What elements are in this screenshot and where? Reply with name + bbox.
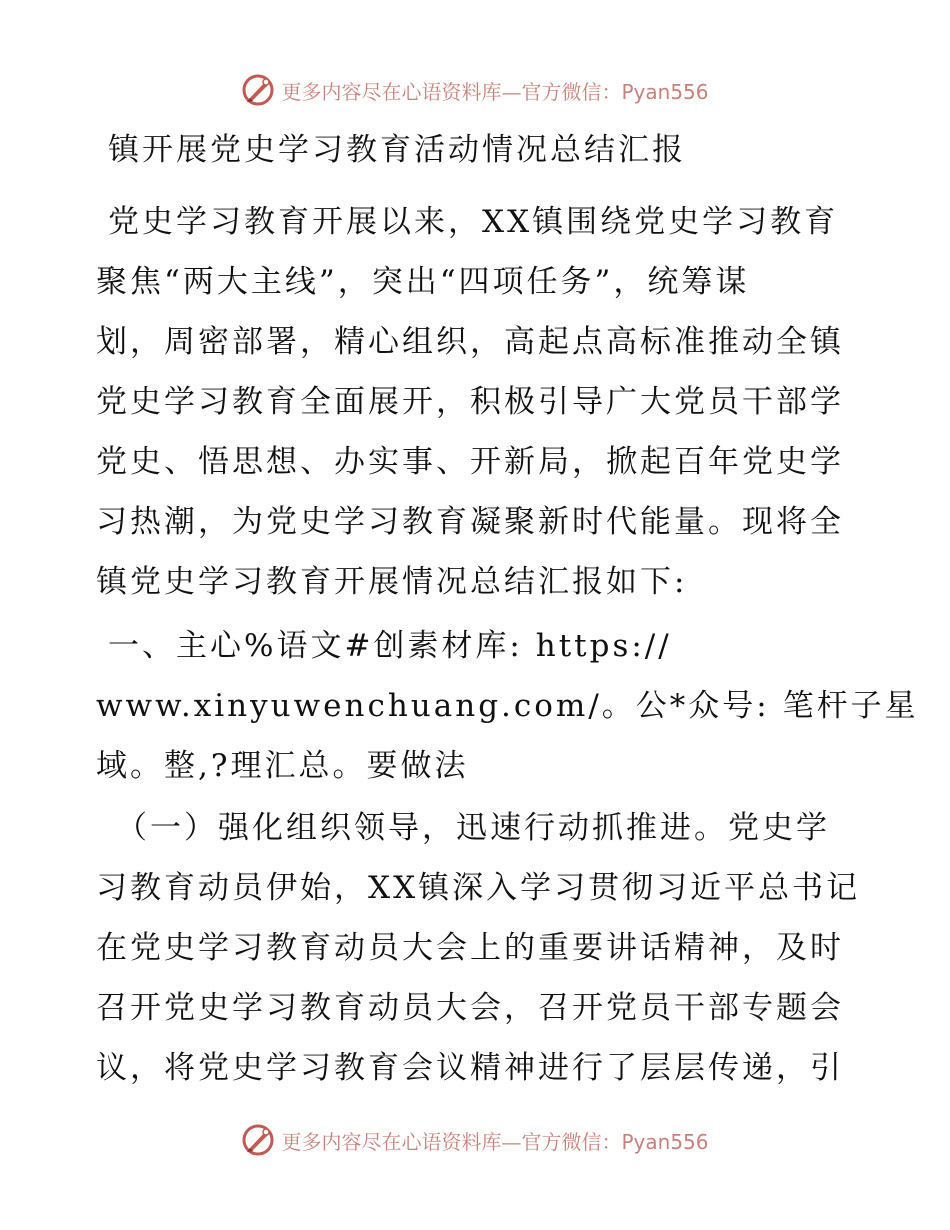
text-line: 域。整,?理汇总。要做法 [96, 748, 469, 784]
footer-banner [0, 1120, 950, 1160]
paragraph-intro [96, 192, 866, 612]
text-line: 党史学习教育全面展开，积极引导广大党员干部学 [96, 384, 844, 420]
text-line: 一、主心%语文#创素材库: https:// [108, 628, 672, 664]
banner-content [241, 1123, 708, 1157]
banner-content [241, 73, 708, 107]
banner-text [281, 76, 708, 105]
banner-wechat-id: Pyan556 [621, 79, 709, 104]
paragraph-subsection-one [96, 798, 866, 1098]
quill-logo-icon [241, 73, 275, 107]
text-line: 党史、悟思想、办实事、开新局，掀起百年党史学 [96, 444, 844, 480]
banner-wechat-id: Pyan556 [621, 1129, 709, 1154]
banner-text-cn: 更多内容尽在心语资料库—官方微信： [281, 1129, 622, 1154]
text-line: 划，周密部署，精心组织，高起点高标准推动全镇 [96, 324, 844, 360]
text-line: （一）强化组织领导，迅速行动抓推进。党史学 [116, 810, 830, 846]
text-line: 聚焦“两大主线”，突出“四项任务”，统筹谋 [96, 264, 750, 300]
text-line: 召开党史学习教育动员大会，召开党员干部专题会 [96, 990, 844, 1026]
text-line: 镇党史学习教育开展情况总结汇报如下: [96, 564, 688, 600]
banner-text [281, 1126, 708, 1155]
text-line: 习教育动员伊始，XX镇深入学习贯彻习近平总书记 [96, 870, 861, 906]
text-line: 党史学习教育开展以来，XX镇围绕党史学习教育 [108, 204, 839, 240]
document-title: 镇开展党史学习教育活动情况总结汇报 [108, 132, 686, 168]
paragraph-section-one [96, 616, 919, 796]
text-line: 在党史学习教育动员大会上的重要讲话精神，及时 [96, 930, 844, 966]
text-line: 习热潮，为党史学习教育凝聚新时代能量。现将全 [96, 504, 844, 540]
text-line: 议，将党史学习教育会议精神进行了层层传递，引 [96, 1050, 844, 1086]
header-banner [0, 70, 950, 110]
banner-text-cn: 更多内容尽在心语资料库—官方微信： [281, 79, 622, 104]
text-line: www.xinyuwenchuang.com/。公*众号: 笔杆子星 [96, 688, 919, 724]
quill-logo-icon [241, 1123, 275, 1157]
